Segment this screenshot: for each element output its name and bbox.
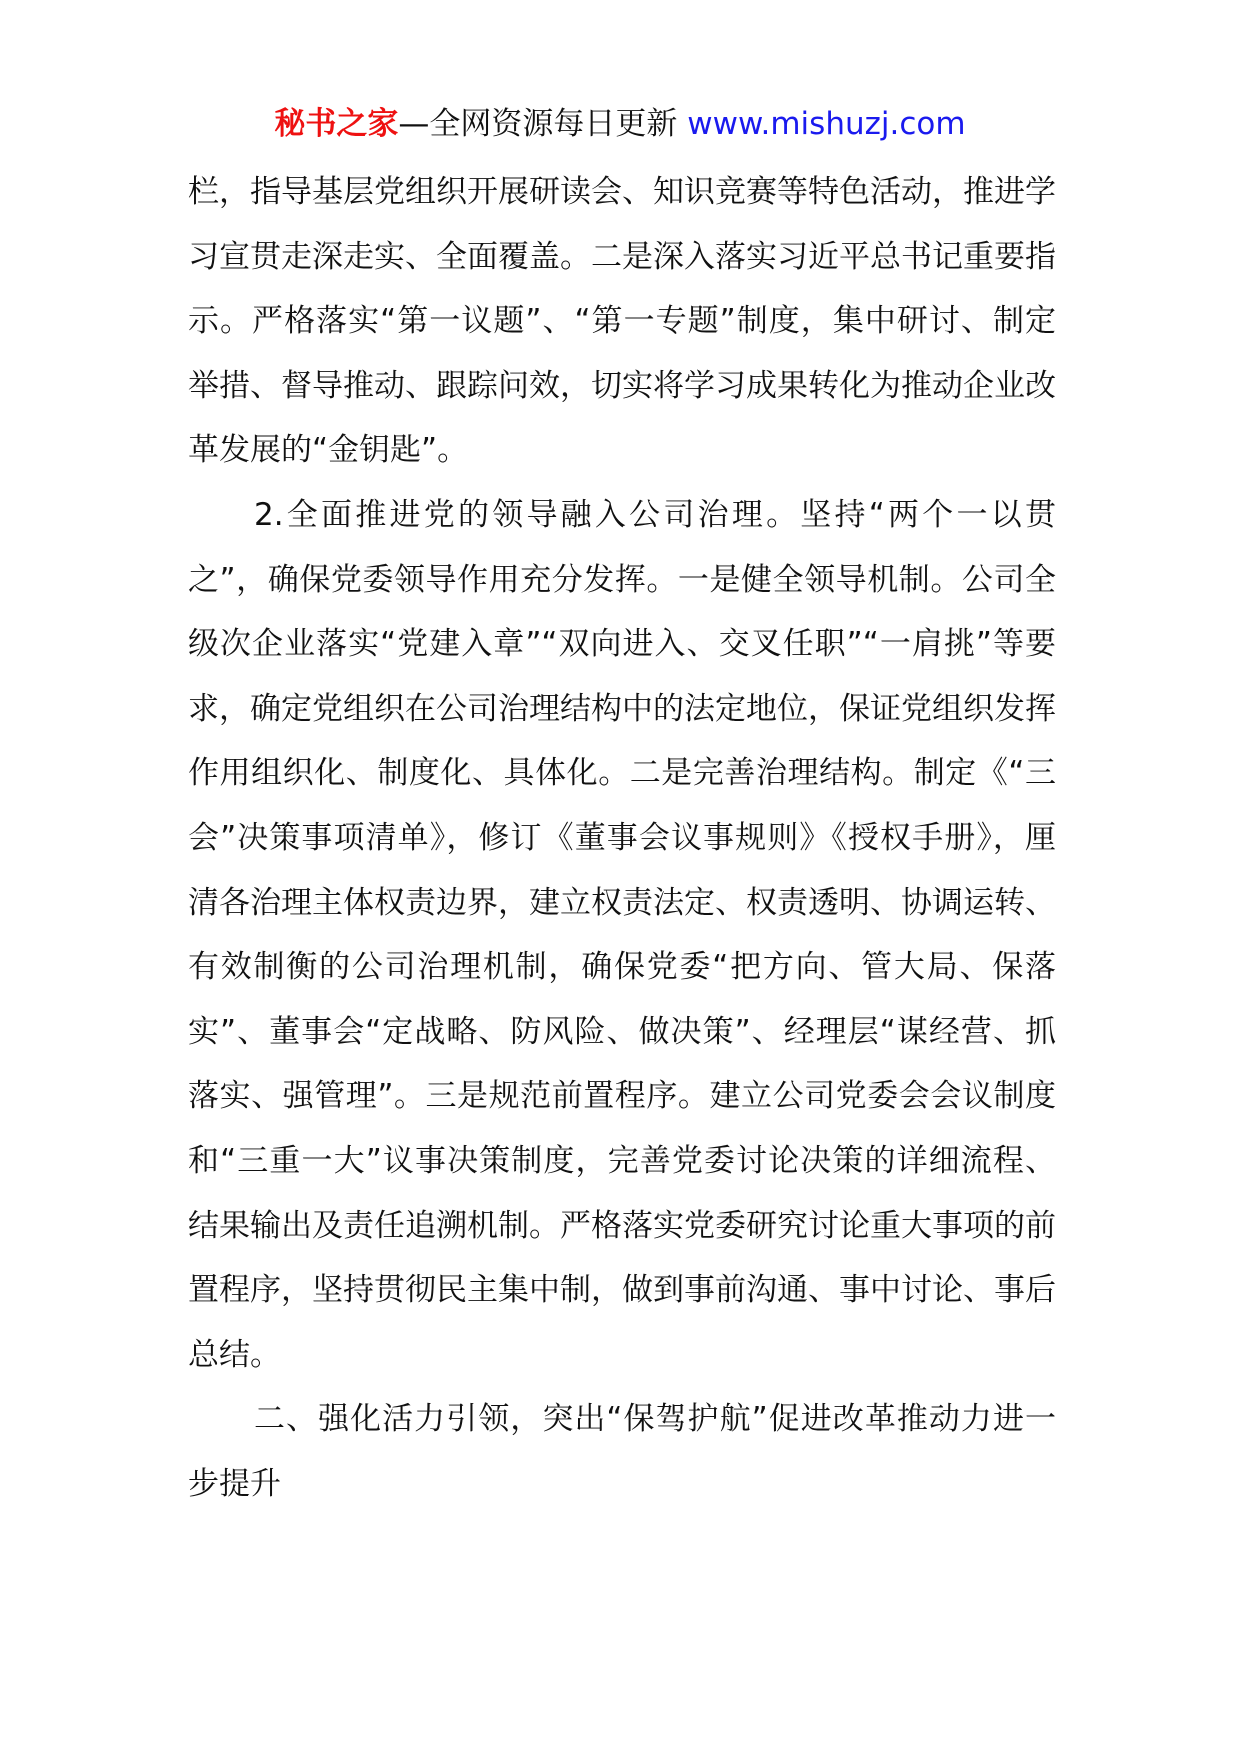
brand-name: 秘书之家 — [274, 106, 399, 142]
paragraph-continuation: 栏，指导基层党组织开展研读会、知识竞赛等特色活动，推进学习宣贯走深走实、全面覆盖。二是深入落实习近平总书记重要指示。严格落实“第一议题”、“第一专题”制度，集中研讨、制定举措、督导推动、跟踪问效，切实将学习成果转化为推动企业改革发展的“金钥匙”。 — [188, 174, 1056, 469]
header-tagline: —全网资源每日更新 — [398, 106, 688, 142]
site-url[interactable]: www.mishuzj.com — [687, 106, 966, 142]
section-heading-2: 二、强化活力引领，突出“保驾护航”促进改革推动力进一步提升 — [188, 1401, 1056, 1502]
page-header — [0, 102, 1240, 146]
paragraph-party-leadership: 2.全面推进党的领导融入公司治理。坚持“两个一以贯之”，确保党委领导作用充分发挥。一是健全领导机制。公司全级次企业落实“党建入章”“双向进入、交叉任职”“一肩挑”等要求，确定党组织在公司治理结构中的法定地位，保证党组织发挥作用组织化、制度化、具体化。二是完善治理结构。制定《“三会”决策事项清单》，修订《董事会议事规则》《授权手册》，厘清各治理主体权责边界，建立权责法定、权责透明、协调运转、有效制衡的公司治理机制，确保党委“把方向、管大局、保落实”、董事会“定战略、防风险、做决策”、经理层“谋经营、抓落实、强管理”。三是规范前置程序。建立公司党委会会议制度和“三重一大”议事决策制度，完善党委讨论决策的详细流程、结果输出及责任追溯机制。严格落实党委研究讨论重大事项的前置程序，坚持贯彻民主集中制，做到事前沟通、事中讨论、事后总结。 — [188, 496, 1056, 1373]
document-body — [188, 160, 1056, 1516]
